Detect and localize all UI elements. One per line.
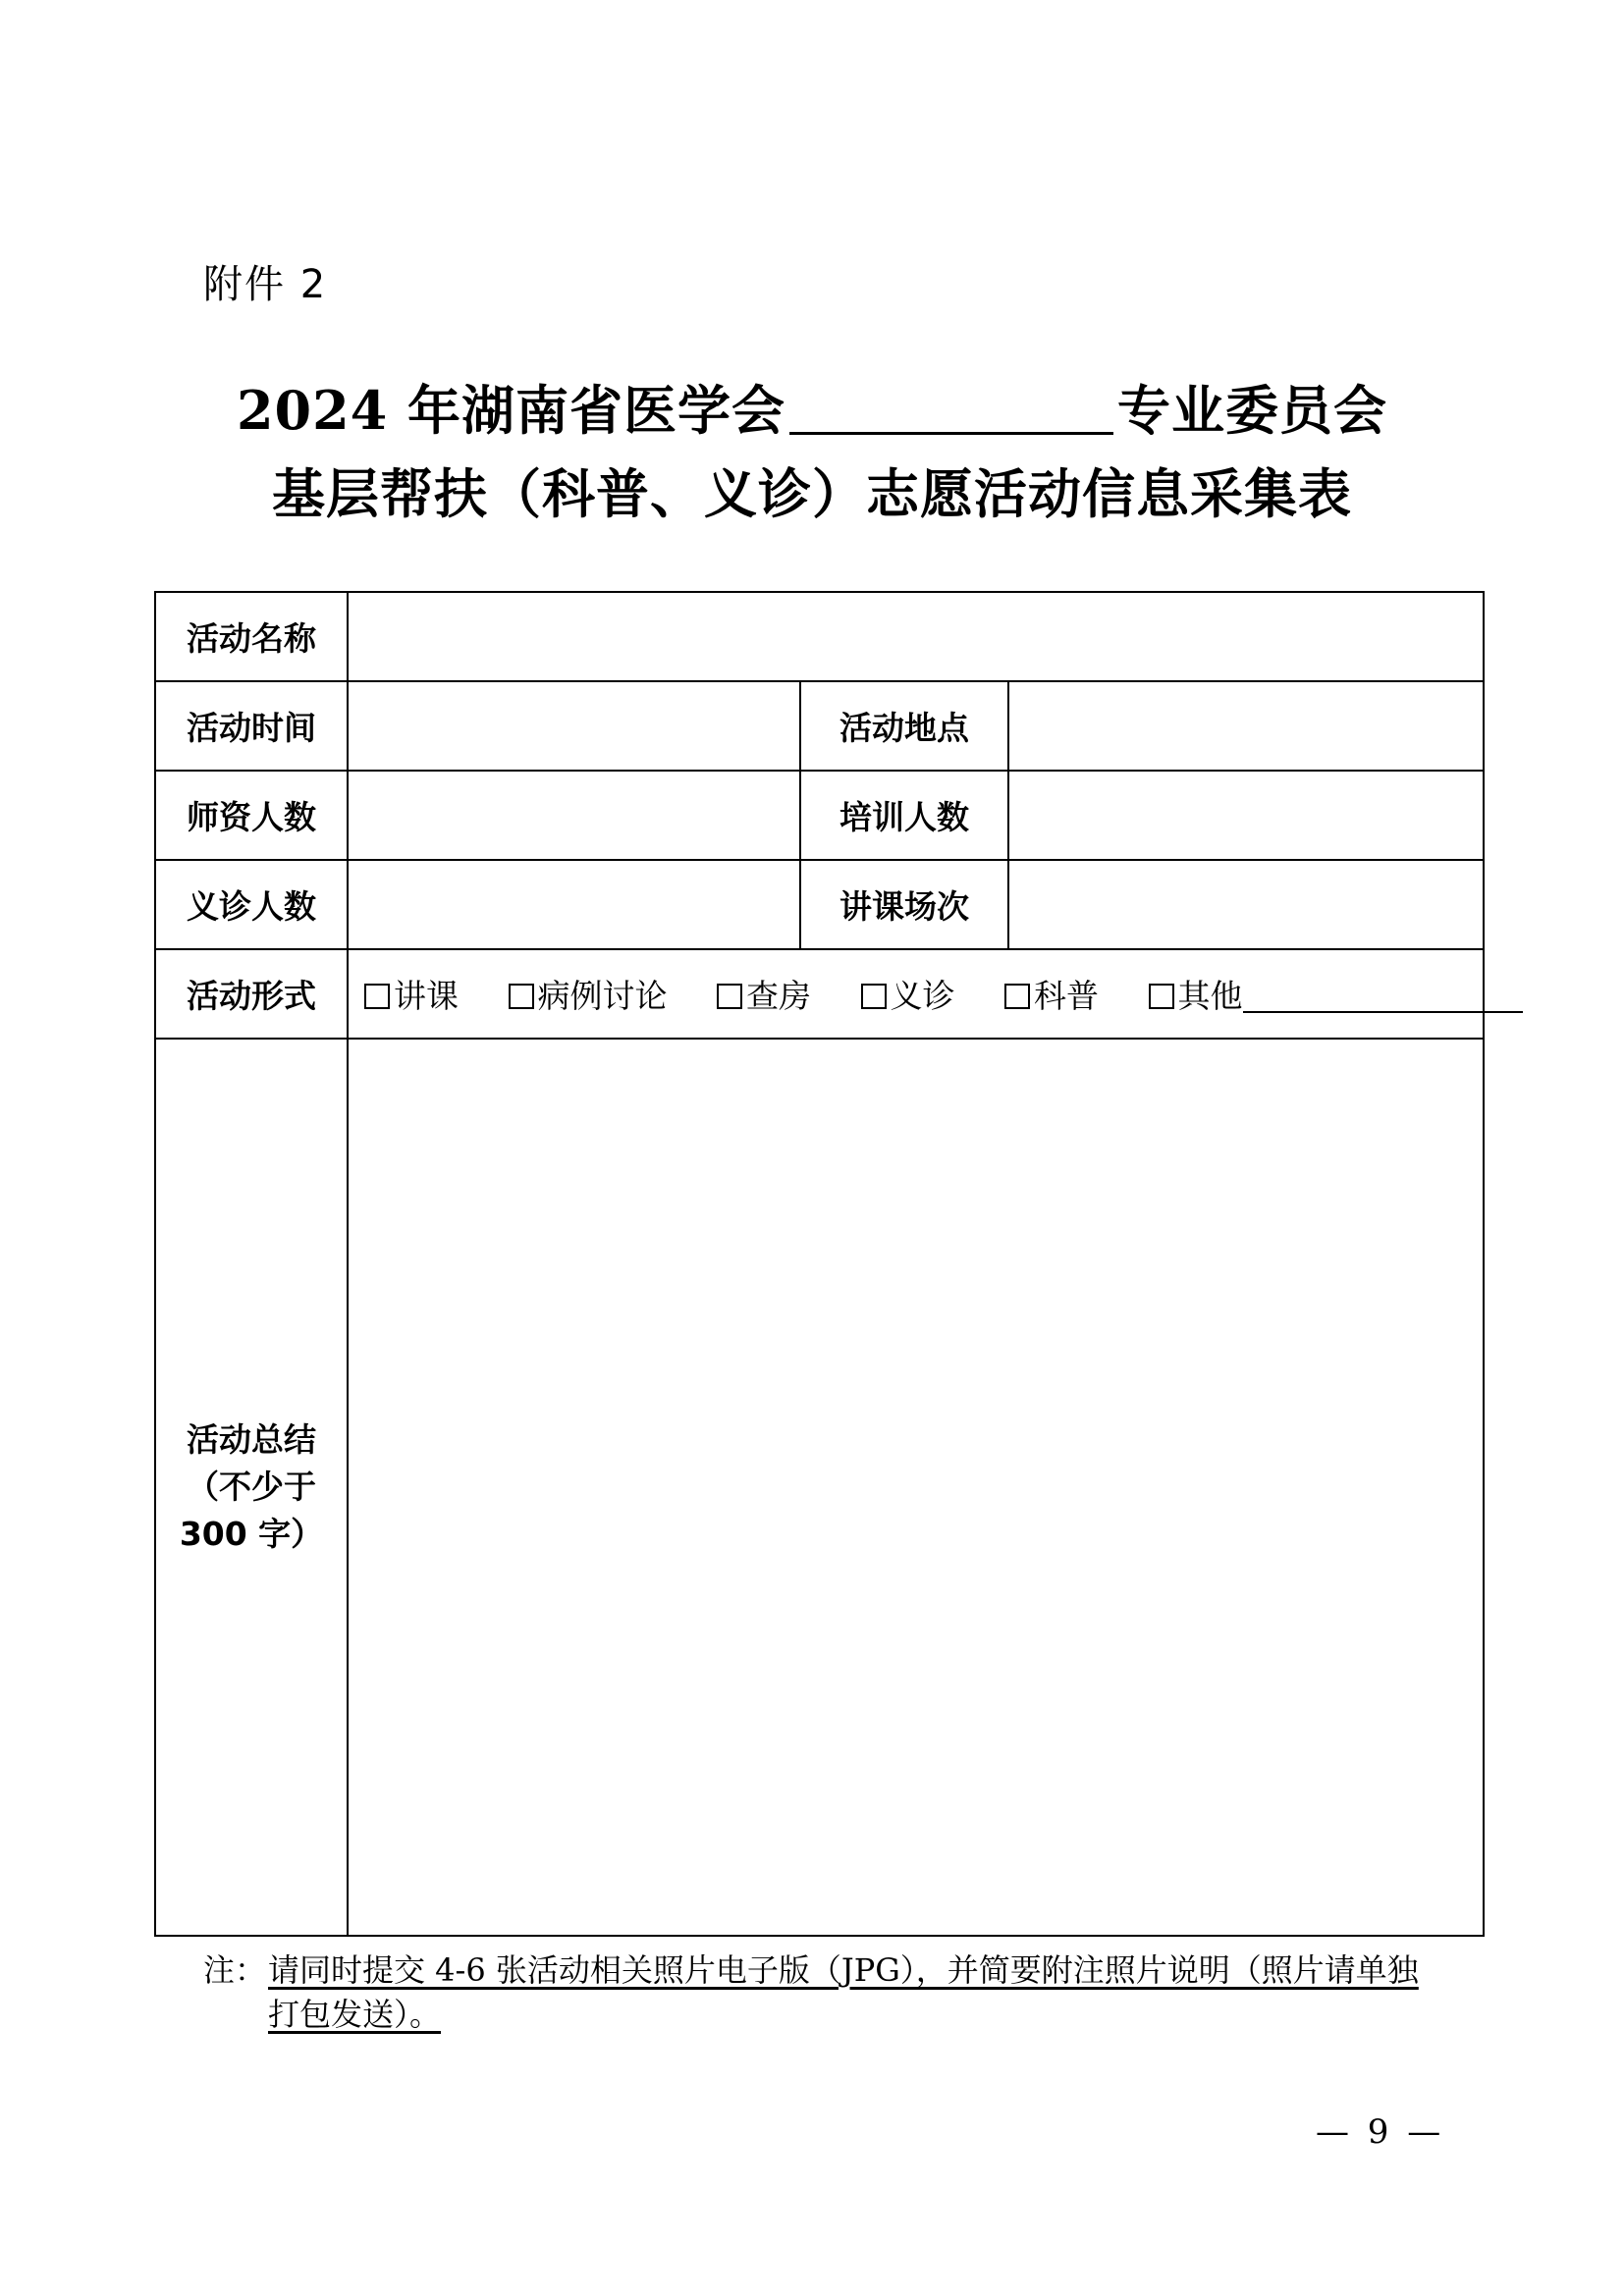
activity-time-label: 活动时间 (155, 681, 348, 771)
title-prefix: 2024 年湖南省医学会 (236, 379, 786, 442)
checkbox-icon[interactable] (509, 984, 534, 1009)
option-label: 科普 (1034, 977, 1099, 1015)
option-label: 讲课 (394, 977, 459, 1015)
checkbox-icon[interactable] (364, 984, 390, 1009)
activity-name-field[interactable] (348, 592, 1484, 681)
option-label: 查房 (746, 977, 811, 1015)
option-science-popularization[interactable] (1004, 971, 1099, 1017)
page-number: — 9 — (1316, 2112, 1445, 2152)
teacher-count-field[interactable] (348, 771, 800, 860)
clinic-count-field[interactable] (348, 860, 800, 949)
teacher-count-label: 师资人数 (155, 771, 348, 860)
activity-form-options (348, 949, 1484, 1039)
checkbox-icon[interactable] (717, 984, 742, 1009)
info-collection-table (154, 591, 1485, 1937)
option-case-discussion[interactable] (509, 971, 668, 1017)
clinic-count-label: 义诊人数 (155, 860, 348, 949)
footnote (203, 1949, 1440, 2037)
attachment-label: 附件 2 (203, 262, 328, 307)
lecture-count-field[interactable] (1008, 860, 1484, 949)
activity-summary-label (155, 1039, 348, 1936)
form-title-line-2: 基层帮扶（科普、义诊）志愿活动信息采集表 (272, 462, 1352, 525)
option-label: 义诊 (890, 977, 955, 1015)
summary-label-line: 活动总结 (187, 1420, 316, 1459)
title-suffix: 专业委员会 (1117, 379, 1388, 442)
table-row (155, 771, 1484, 860)
table-row (155, 1039, 1484, 1936)
other-specify-blank[interactable] (1243, 982, 1523, 1013)
activity-name-label: 活动名称 (155, 592, 348, 681)
option-label: 其他 (1177, 977, 1243, 1015)
table-row (155, 681, 1484, 771)
option-ward-round[interactable] (717, 971, 811, 1017)
trainee-count-label: 培训人数 (800, 771, 1008, 860)
checkbox-icon[interactable] (1149, 984, 1174, 1009)
activity-form-label: 活动形式 (155, 949, 348, 1039)
checkbox-icon[interactable] (861, 984, 887, 1009)
table-row (155, 860, 1484, 949)
trainee-count-field[interactable] (1008, 771, 1484, 860)
table-row (155, 592, 1484, 681)
option-label: 病例讨论 (537, 977, 668, 1015)
table-row (155, 949, 1484, 1039)
activity-summary-field[interactable] (348, 1039, 1484, 1936)
option-lecture[interactable] (364, 971, 459, 1017)
committee-name-blank[interactable] (789, 383, 1113, 435)
footnote-text: 请同时提交 4-6 张活动相关照片电子版（JPG），并简要附注照片说明（照片请单独打包发送）。 (268, 1951, 1419, 2033)
activity-time-field[interactable] (348, 681, 800, 771)
option-other[interactable] (1149, 971, 1523, 1017)
checkbox-icon[interactable] (1004, 984, 1030, 1009)
lecture-count-label: 讲课场次 (800, 860, 1008, 949)
activity-place-field[interactable] (1008, 681, 1484, 771)
summary-label-line: （不少于 (187, 1468, 316, 1506)
summary-label-line: 300 字） (179, 1515, 324, 1553)
form-title-line-1 (0, 378, 1624, 443)
activity-place-label: 活动地点 (800, 681, 1008, 771)
footnote-prefix: 注： (203, 1951, 267, 1989)
option-free-clinic[interactable] (861, 971, 955, 1017)
